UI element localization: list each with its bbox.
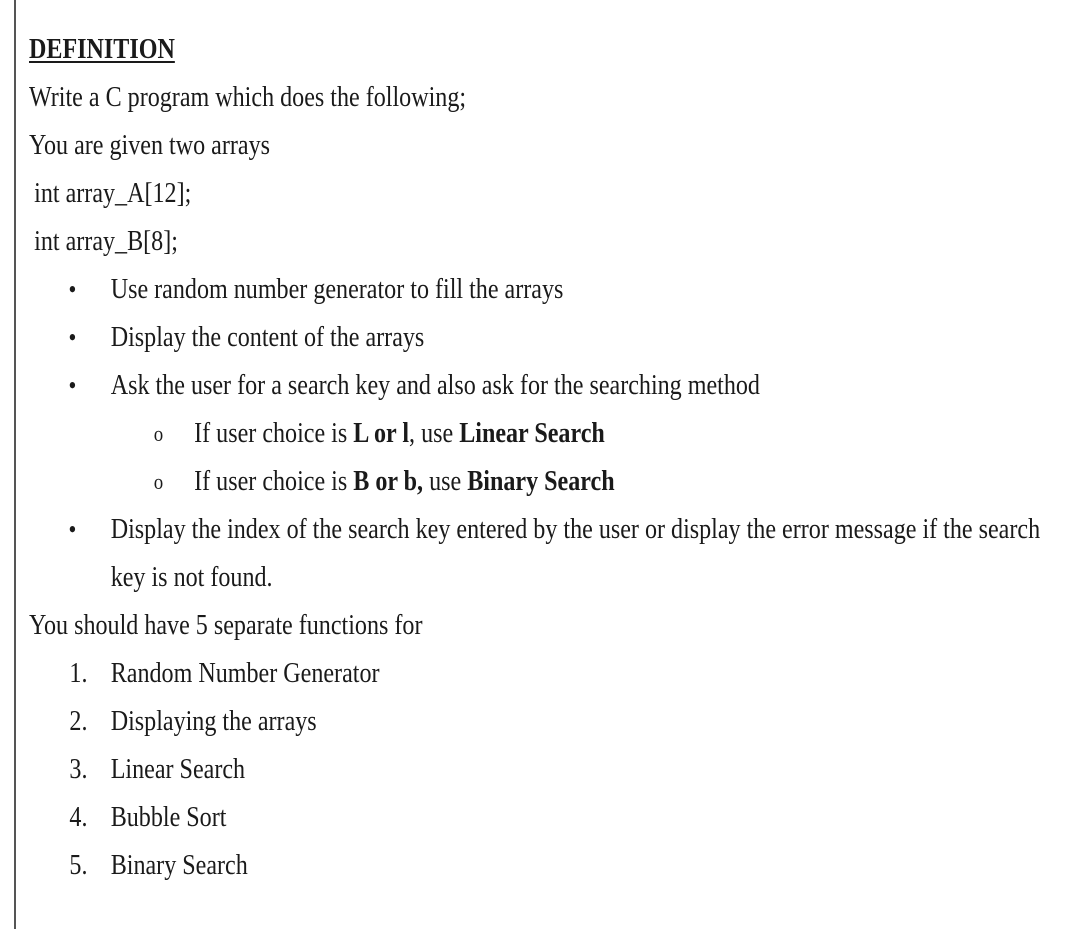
list-number: 3. — [69, 754, 88, 785]
sub-prefix: If user choice is — [194, 418, 354, 449]
functions-intro: You should have 5 separate functions for — [29, 610, 423, 641]
list-item — [29, 842, 1074, 890]
sub-middle: , use — [409, 418, 460, 449]
function-label: Binary Search — [110, 850, 248, 881]
bullet-text: Ask the user for a search key and also ask for the searching method — [110, 370, 760, 401]
page-left-border — [14, 0, 16, 929]
list-item — [29, 650, 1074, 698]
list-number: 5. — [69, 850, 88, 881]
list-item — [29, 794, 1074, 842]
choice-key: B or b, — [353, 466, 424, 497]
list-item — [29, 506, 1074, 602]
function-label: Displaying the arrays — [110, 706, 317, 737]
sub-middle: use — [423, 466, 468, 497]
bullet-text: Display the index of the search key entered by the user or display the error message if the search key is not found. — [110, 514, 1041, 593]
search-method-sublist — [29, 410, 1074, 506]
bullet-icon: • — [68, 515, 77, 544]
list-item — [29, 362, 1074, 410]
sublist-item-linear — [29, 410, 1074, 458]
code-line-array-b: int array_B[8]; — [34, 226, 178, 257]
document-page — [29, 26, 1041, 890]
intro-line-2: You are given two arrays — [29, 130, 270, 161]
bullet-icon: • — [68, 275, 77, 304]
search-method: Binary Search — [467, 466, 615, 497]
bullet-text: Use random number generator to fill the arrays — [110, 274, 564, 305]
function-label: Linear Search — [110, 754, 246, 785]
list-item — [29, 698, 1074, 746]
choice-key: L or l — [353, 418, 410, 449]
circle-bullet-icon: o — [153, 469, 164, 494]
search-method: Linear Search — [459, 418, 605, 449]
list-item — [29, 746, 1074, 794]
sublist-item-binary — [29, 458, 1074, 506]
sub-prefix: If user choice is — [194, 466, 354, 497]
list-number: 4. — [69, 802, 88, 833]
bullet-icon: • — [68, 371, 77, 400]
list-number: 1. — [69, 658, 88, 689]
function-label: Random Number Generator — [110, 658, 380, 689]
bullet-icon: • — [68, 323, 77, 352]
bullet-text: Display the content of the arrays — [110, 322, 425, 353]
list-item — [29, 314, 1074, 362]
definition-heading: DEFINITION — [29, 34, 175, 65]
circle-bullet-icon: o — [153, 421, 164, 446]
list-number: 2. — [69, 706, 88, 737]
function-label: Bubble Sort — [110, 802, 227, 833]
functions-list — [29, 650, 1074, 890]
list-item — [29, 266, 1074, 314]
intro-line-1: Write a C program which does the following; — [29, 82, 467, 113]
requirements-list — [29, 266, 1074, 410]
requirements-list-continued — [29, 506, 1074, 602]
code-line-array-a: int array_A[12]; — [34, 178, 192, 209]
